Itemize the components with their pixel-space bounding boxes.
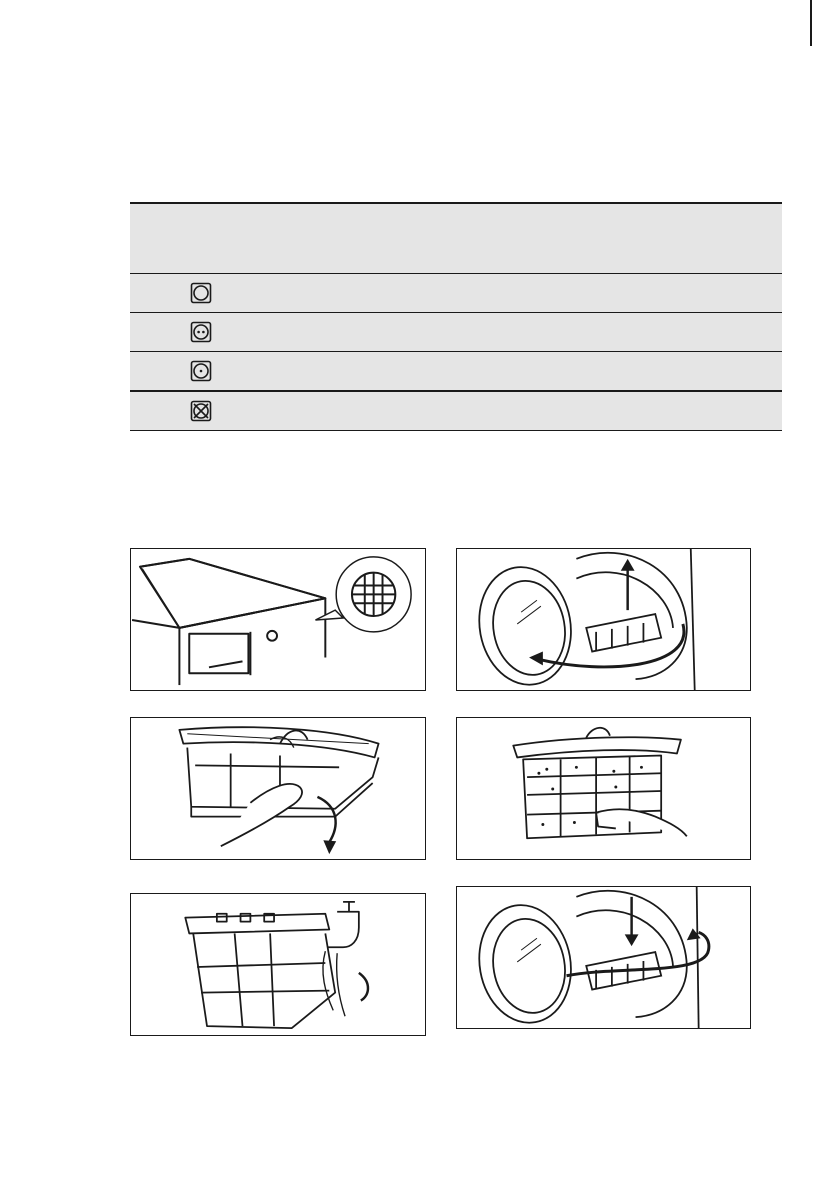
- illustration-step-5: [130, 893, 426, 1036]
- table-header: [130, 202, 782, 274]
- illustration-step-4: [456, 717, 751, 860]
- reinsert-filter-close-door: [457, 887, 750, 1028]
- illustration-step-1: [130, 548, 426, 691]
- illustration-step-6: [456, 886, 751, 1029]
- table-row: [130, 274, 782, 313]
- do-not-tumble-dry-icon: [190, 400, 212, 422]
- care-symbol-table: [130, 202, 782, 431]
- table-row: [130, 392, 782, 431]
- illustration-step-3: [130, 717, 426, 860]
- tumble-dry-icon: [190, 282, 212, 304]
- illustration-step-2: [456, 548, 751, 691]
- open-door-lift-filter: [457, 549, 750, 690]
- open-filter: [131, 718, 425, 859]
- tumble-dry-normal-heat-icon: [190, 321, 212, 343]
- clean-filter-by-hand: [457, 718, 750, 859]
- table-row: [130, 352, 782, 392]
- table-row: [130, 313, 782, 352]
- filter-indicator-icon: [131, 549, 425, 690]
- rinse-filter-under-tap: [131, 894, 425, 1035]
- tumble-dry-low-heat-icon: [190, 360, 212, 382]
- page-corner-line: [810, 0, 812, 46]
